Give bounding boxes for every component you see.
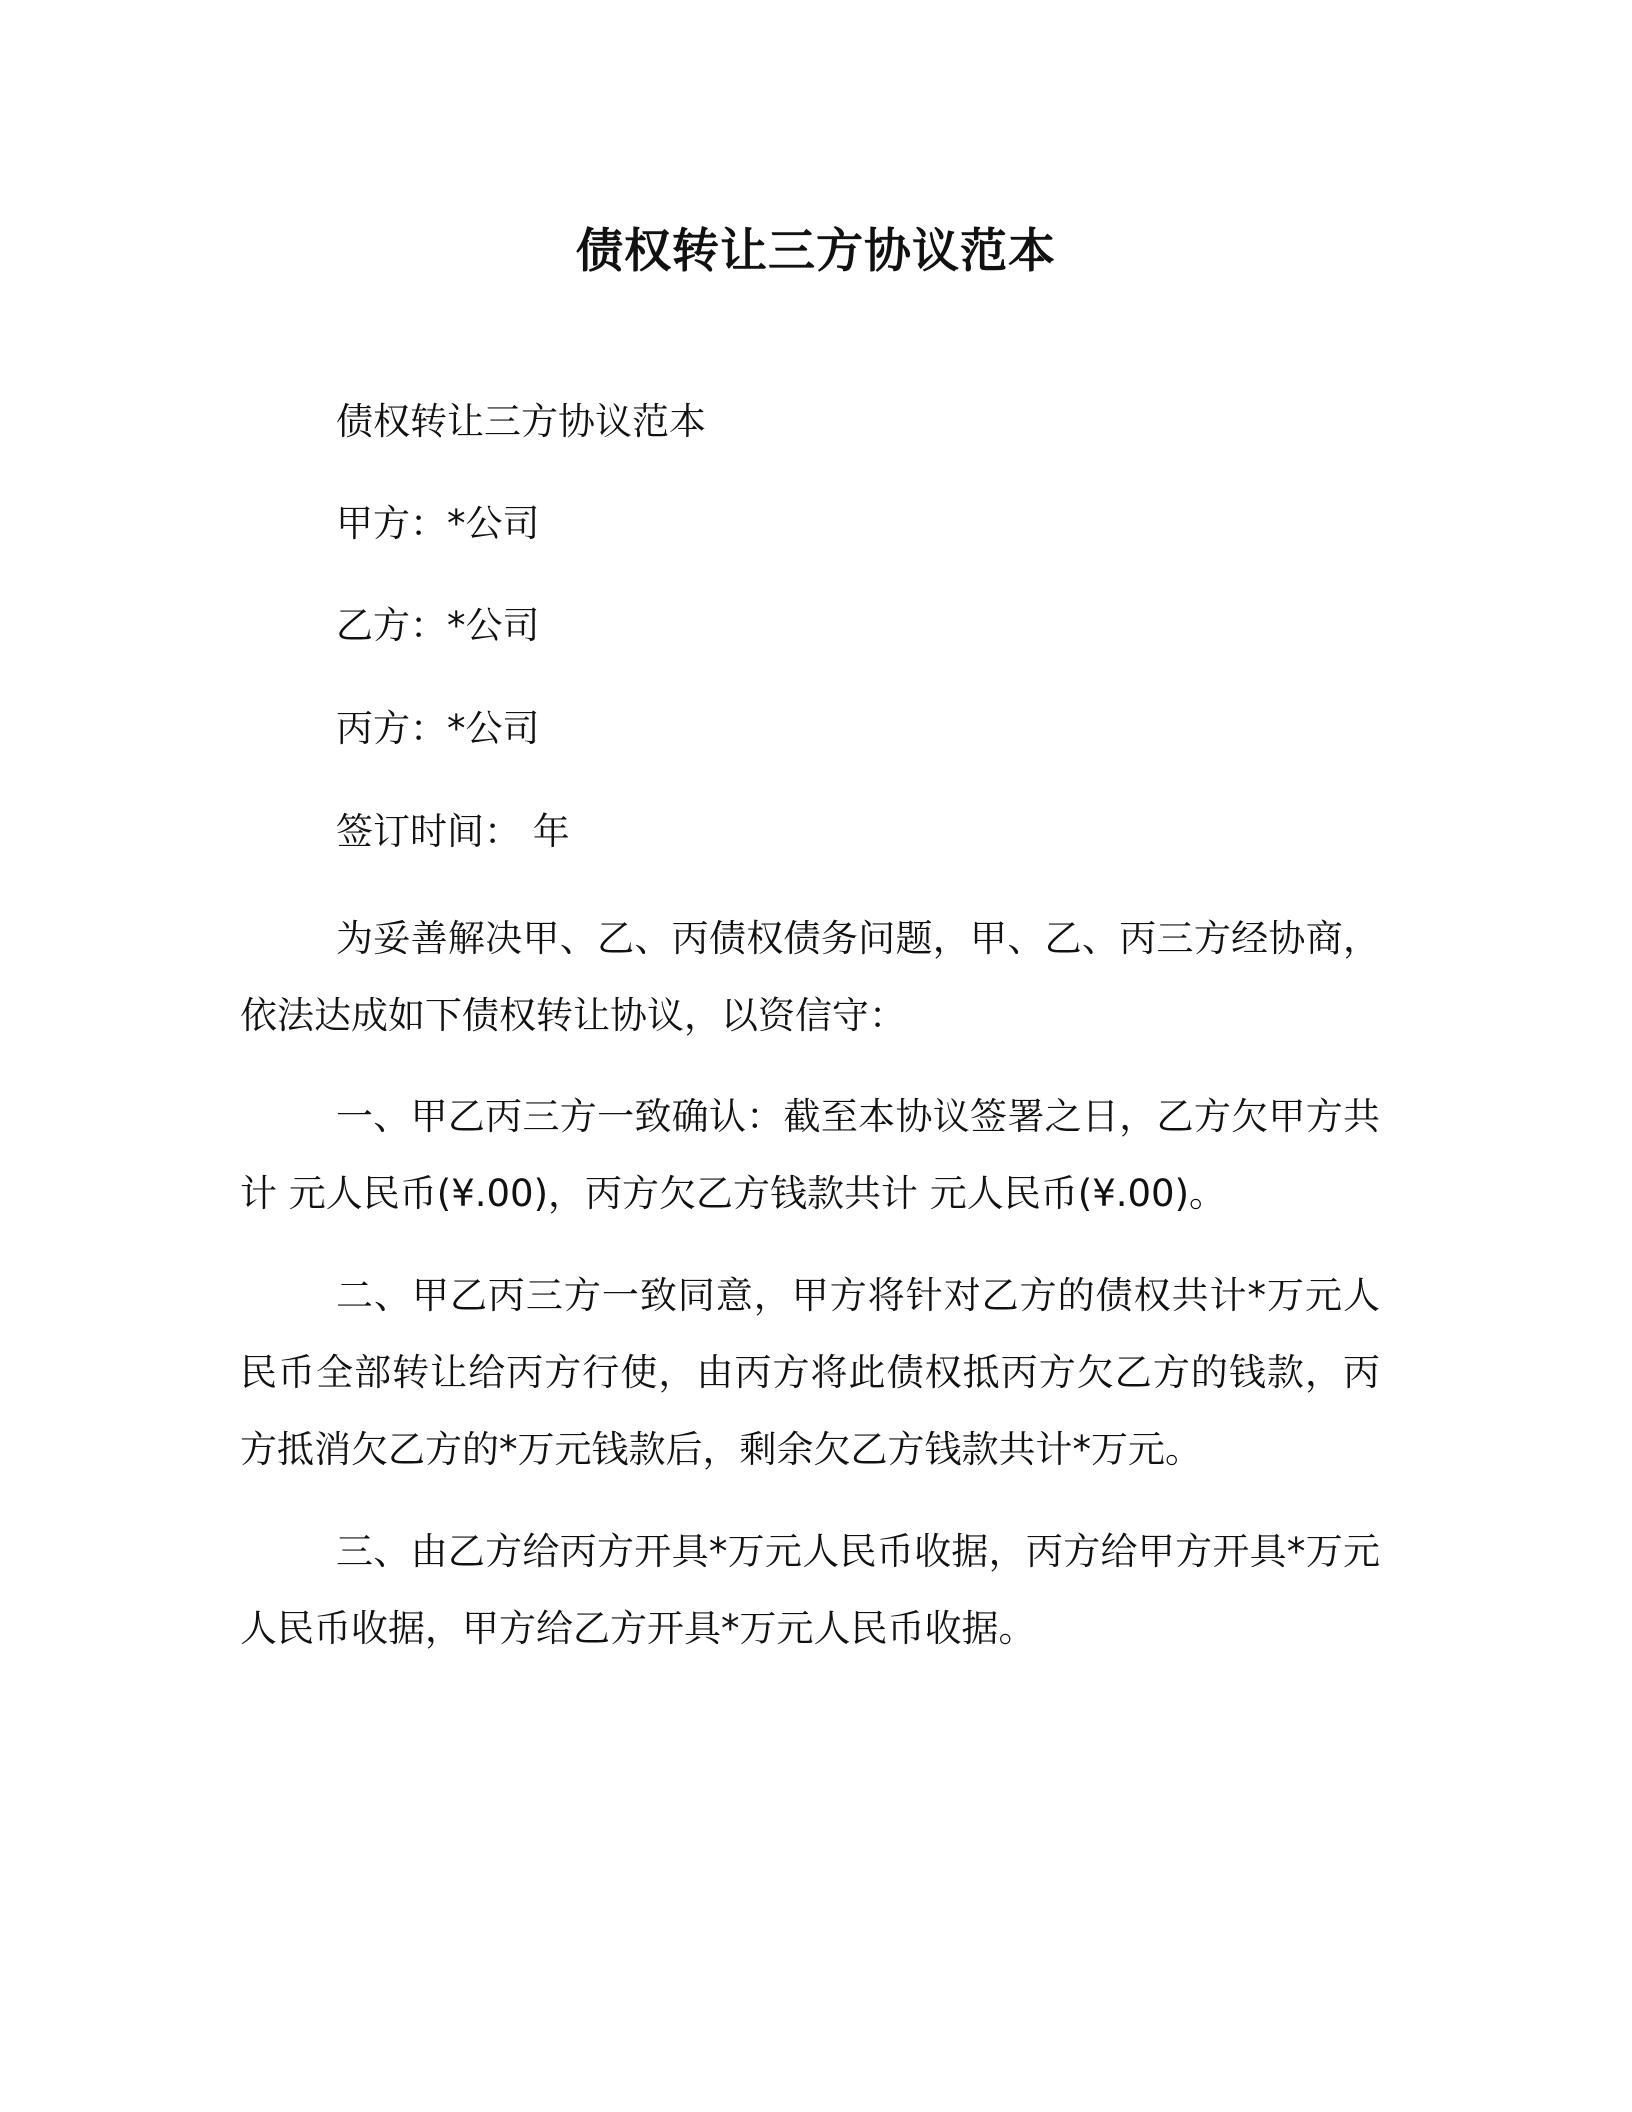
clause-3-paragraph: 三、由乙方给丙方开具*万元人民币收据，丙方给甲方开具*万元人民币收据，甲方给乙方开具*万元人民币收据。	[240, 1530, 1380, 1650]
document-title: 债权转让三方协议范本	[576, 224, 1056, 279]
party-a-line: 甲方：*公司	[336, 502, 540, 545]
document-subtitle: 债权转让三方协议范本	[336, 400, 706, 443]
clause-2-paragraph: 二、甲乙丙三方一致同意，甲方将针对乙方的债权共计*万元人民币全部转让给丙方行使，由丙方将此债权抵丙方欠乙方的钱款，丙方抵消欠乙方的*万元钱款后，剩余欠乙方钱款共计*万元。	[240, 1274, 1380, 1471]
signing-time-line: 签订时间： 年	[336, 810, 570, 853]
intro-paragraph: 为妥善解决甲、乙、丙债权债务问题，甲、乙、丙三方经协商，依法达成如下债权转让协议，以资信守：	[240, 917, 1380, 1037]
clause-1-paragraph: 一、甲乙丙三方一致确认：截至本协议签署之日，乙方欠甲方共计 元人民币(¥.00)，丙方欠乙方钱款共计 元人民币(¥.00)。	[240, 1095, 1380, 1215]
party-c-line: 丙方：*公司	[336, 707, 540, 750]
party-b-line: 乙方：*公司	[336, 604, 540, 647]
